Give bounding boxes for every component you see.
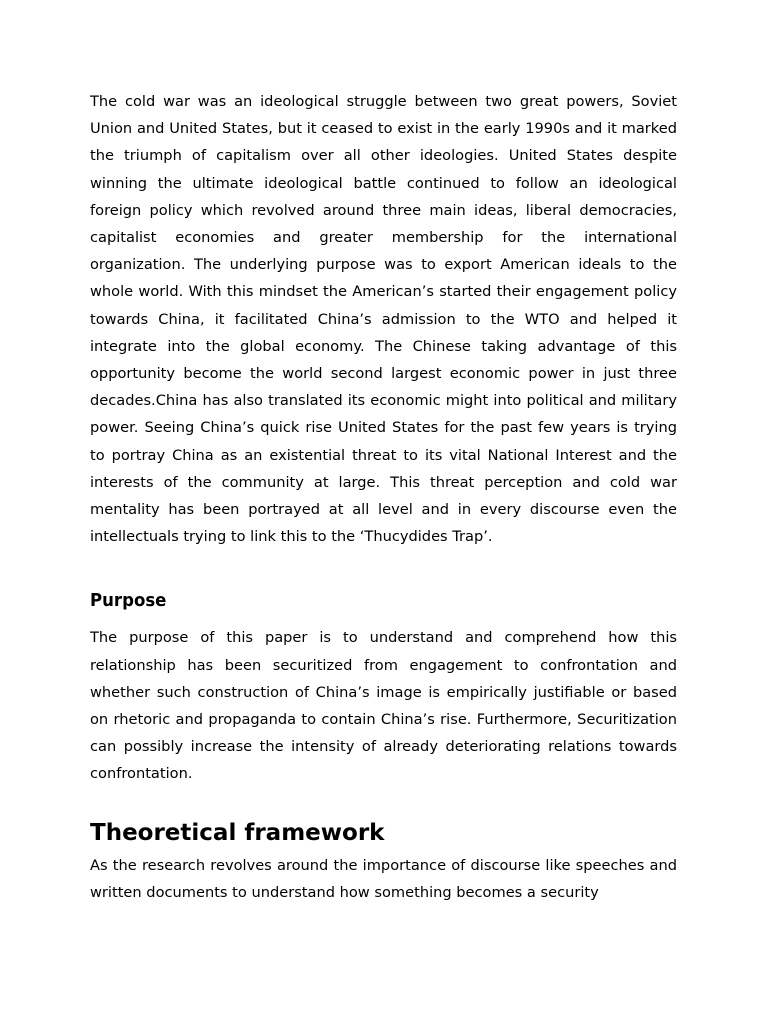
theoretical-framework-paragraph: As the research revolves around the importance of discourse like speeches and written documents to understand how something becomes a security xyxy=(90,856,677,901)
purpose-heading: Purpose xyxy=(90,590,167,612)
theoretical-framework-heading: Theoretical framework xyxy=(90,819,385,846)
intro-paragraph: The cold war was an ideological struggle between two great powers, Soviet Union and United States, but it ceased to exist in the early 1990s and it marked the triumph of capitalism over all other ideologies. United States despite winning the ultimate ideological battle continued to follow an ideological foreign policy which revolved around three main ideas, liberal democracies, capitalist economies and greater membership for the international organization. The underlying purpose was to export American ideals to the whole world. With this mindset the American’s started their engagement policy towards China, it facilitated China’s admission to the WTO and helped it integrate into the global economy. The Chinese taking advantage of this opportunity become the world second largest economic power in just three decades.China has also translated its economic might into political and military power. Seeing China’s quick rise United States for the past few years is trying to portray China as an existential threat to its vital National Interest and the interests of the community at large. This threat perception and cold war mentality has been portrayed at all level and in every discourse even the intellectuals trying to link this to the ‘Thucydides Trap’. xyxy=(90,93,677,546)
document-page xyxy=(90,88,677,906)
purpose-paragraph: The purpose of this paper is to understand and comprehend how this relationship has been securitized from engagement to confrontation and whether such construction of China’s image is empirically justifiable or based on rhetoric and propaganda to contain China’s rise. Furthermore, Securitization can possibly increase the intensity of already deteriorating relations towards confrontation. xyxy=(90,629,677,783)
